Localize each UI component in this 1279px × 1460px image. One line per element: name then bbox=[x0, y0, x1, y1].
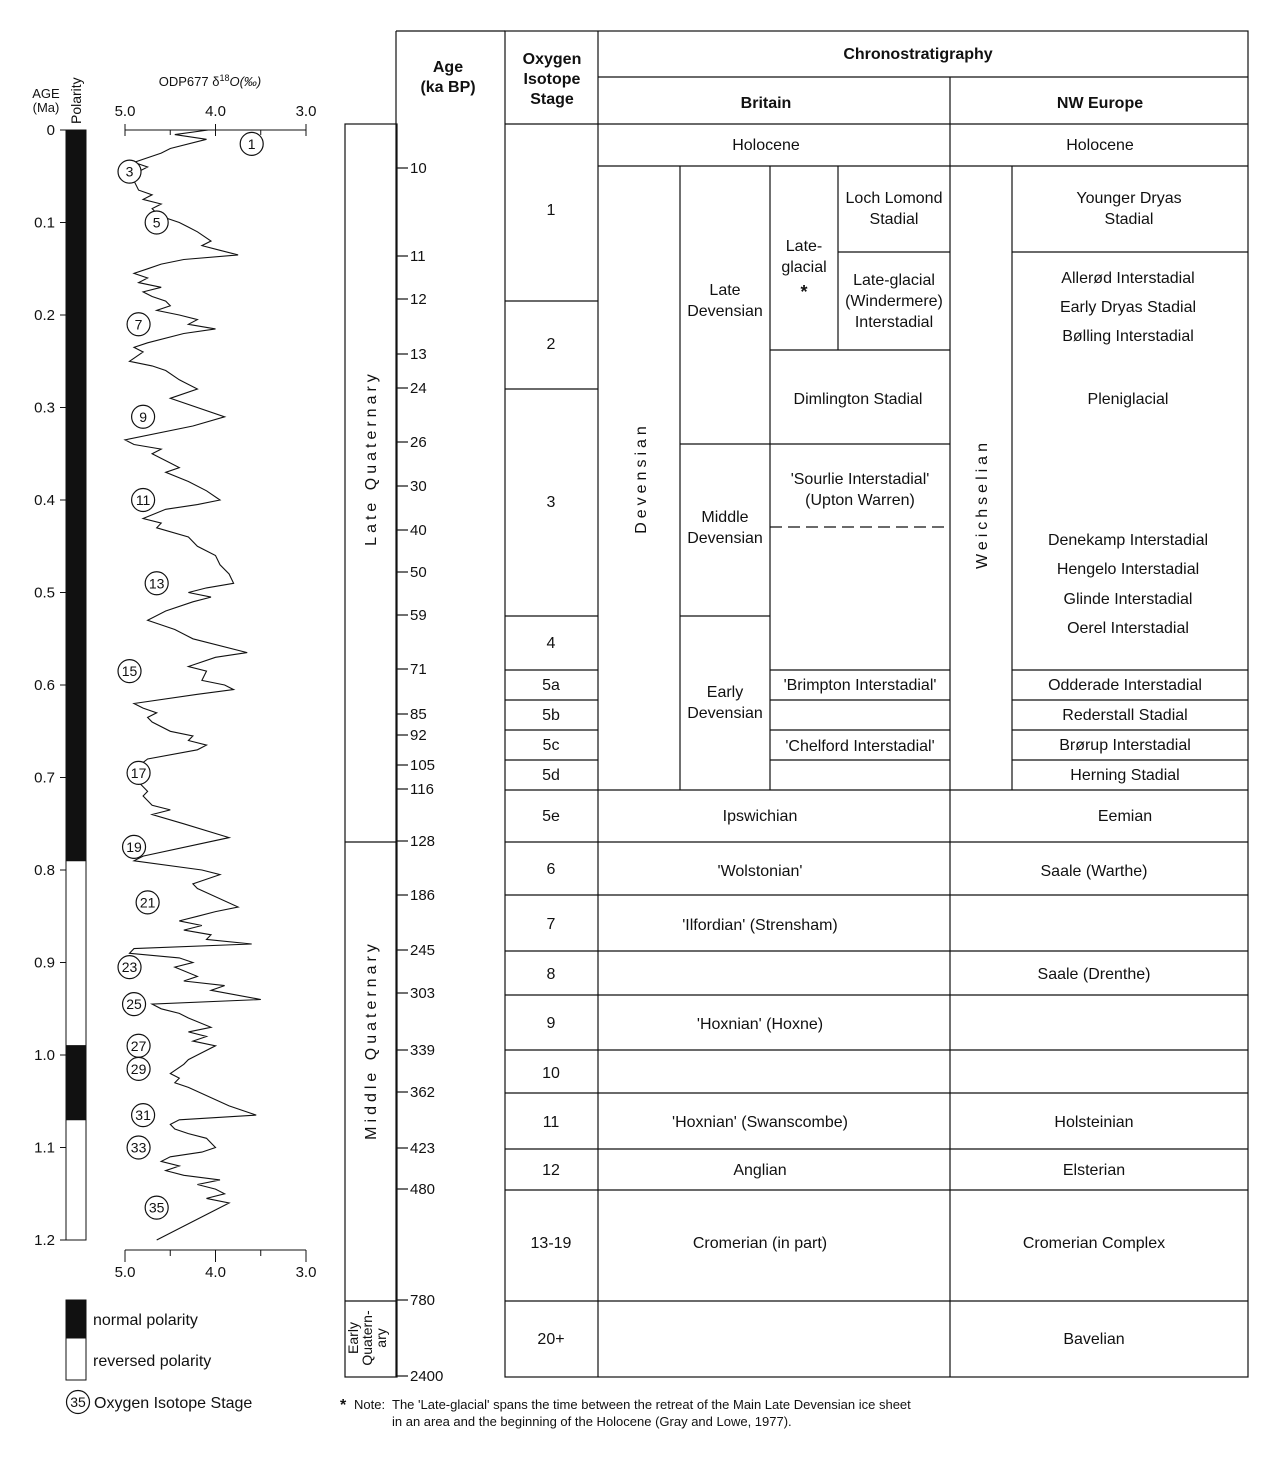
x-tick-label-bottom: 4.0 bbox=[205, 1264, 226, 1281]
header-ois-3: Stage bbox=[530, 91, 574, 108]
age-label: 186 bbox=[410, 887, 436, 904]
age-tick-label: 0.4 bbox=[34, 492, 55, 509]
nweurope-cromerian-complex: Cromerian Complex bbox=[1022, 1235, 1166, 1252]
glinde-interstadial: Glinde Interstadial bbox=[1063, 591, 1193, 608]
age-tick-label: 0.6 bbox=[34, 677, 55, 694]
nweurope-holocene: Holocene bbox=[1066, 137, 1134, 154]
stage-marker-label: 25 bbox=[126, 996, 142, 1013]
oerel-interstadial: Oerel Interstadial bbox=[1067, 620, 1189, 637]
britain-hoxnian-swanscombe: 'Hoxnian' (Swanscombe) bbox=[672, 1114, 848, 1131]
polarity-zone-normal bbox=[66, 1046, 86, 1120]
note-line-1: The 'Late-glacial' spans the time between the retreat of the Main Late Devensian ice sheet bbox=[392, 1397, 911, 1412]
stage-label: 7 bbox=[546, 916, 556, 933]
stage-marker-label: 9 bbox=[139, 408, 147, 425]
division-early-quaternary bbox=[345, 1310, 389, 1366]
stage-marker-label: 1 bbox=[247, 135, 256, 152]
age-label: 26 bbox=[410, 434, 427, 451]
stage-marker-label: 13 bbox=[148, 575, 165, 592]
windermere-1: Late-glacial bbox=[853, 272, 935, 289]
age-label: 11 bbox=[410, 248, 426, 265]
stage-label: 5c bbox=[542, 737, 560, 754]
britain-devensian: Devensian bbox=[633, 422, 650, 534]
x-tick-label-bottom: 5.0 bbox=[114, 1264, 136, 1281]
stage-marker-label: 23 bbox=[121, 959, 138, 976]
age-axis-label-2: (Ma) bbox=[32, 100, 60, 115]
age-label: 40 bbox=[410, 522, 427, 539]
odderade-interstadial: Odderade Interstadial bbox=[1048, 677, 1202, 694]
middle-devensian-1: Middle bbox=[701, 509, 749, 526]
age-labels bbox=[410, 160, 443, 1385]
x-tick-label-top: 4.0 bbox=[205, 103, 226, 120]
polarity-label: Polarity bbox=[68, 77, 84, 124]
stage-labels bbox=[531, 202, 572, 1348]
stage-label: 1 bbox=[546, 202, 556, 219]
brorup-interstadial: Brørup Interstadial bbox=[1059, 737, 1191, 754]
header-age-unit: (ka BP) bbox=[420, 79, 476, 96]
legend-normal-swatch bbox=[66, 1300, 86, 1338]
stage-label: 5d bbox=[542, 767, 560, 784]
britain-anglian: Anglian bbox=[733, 1162, 787, 1179]
late-glacial-asterisk: * bbox=[800, 282, 808, 302]
windermere-2: (Windermere) bbox=[845, 293, 943, 310]
age-label: 245 bbox=[410, 942, 436, 959]
age-label: 13 bbox=[410, 346, 427, 363]
legend-normal-label: normal polarity bbox=[93, 1312, 198, 1329]
stage-label: 5a bbox=[542, 677, 560, 694]
stage-marker-label: 33 bbox=[130, 1139, 147, 1156]
dimlington-stadial: Dimlington Stadial bbox=[793, 391, 923, 408]
division-middle-quaternary: Middle Quaternary bbox=[363, 940, 380, 1140]
stage-label: 5e bbox=[542, 808, 560, 825]
age-label: 24 bbox=[410, 380, 427, 397]
age-label: 339 bbox=[410, 1042, 436, 1059]
age-tick-label: 0.1 bbox=[34, 214, 55, 232]
middle-devensian-2: Devensian bbox=[687, 530, 763, 547]
stage-label: 11 bbox=[542, 1114, 560, 1131]
note-line-2: in an area and the beginning of the Holocene (Gray and Lowe, 1977). bbox=[392, 1414, 792, 1429]
loch-lomond-1: Loch Lomond bbox=[845, 190, 943, 207]
stage-marker-label: 19 bbox=[126, 838, 142, 855]
division-early-quaternary-line2: Quatern- bbox=[359, 1310, 375, 1366]
header-chronostratigraphy: Chronostratigraphy bbox=[843, 46, 993, 63]
loch-lomond-2: Stadial bbox=[869, 211, 919, 228]
table-outline bbox=[505, 31, 1248, 1377]
stage-marker-label: 7 bbox=[134, 316, 143, 333]
stage-markers bbox=[118, 132, 263, 1219]
age-label: 50 bbox=[410, 564, 427, 581]
brimpton-interstadial: 'Brimpton Interstadial' bbox=[783, 677, 937, 694]
age-tick-label: 1.1 bbox=[34, 1139, 55, 1157]
age-tick-marks bbox=[396, 168, 408, 1376]
stage-marker-label: 15 bbox=[121, 663, 138, 680]
age-label: 10 bbox=[410, 160, 427, 177]
stage-label: 6 bbox=[546, 861, 556, 878]
britain-ipswichian: Ipswichian bbox=[722, 808, 798, 825]
stage-label: 10 bbox=[542, 1065, 560, 1082]
legend-reversed-label: reversed polarity bbox=[93, 1353, 212, 1370]
age-label: 303 bbox=[410, 985, 436, 1002]
age-label: 92 bbox=[410, 727, 427, 744]
x-tick-label-top: 5.0 bbox=[114, 103, 136, 120]
age-label: 59 bbox=[410, 607, 427, 624]
stage-marker-label: 31 bbox=[135, 1107, 151, 1124]
bolling-interstadial: Bølling Interstadial bbox=[1062, 328, 1194, 345]
age-label: 30 bbox=[410, 478, 427, 495]
britain-wolstonian: 'Wolstonian' bbox=[717, 863, 803, 880]
polarity-zone-normal bbox=[66, 130, 86, 861]
note-label: Note: bbox=[354, 1397, 386, 1412]
early-dryas-stadial: Early Dryas Stadial bbox=[1059, 299, 1197, 316]
division-late-quaternary: Late Quaternary bbox=[363, 370, 380, 546]
nweurope-bavelian: Bavelian bbox=[1063, 1331, 1125, 1348]
x-tick-label-bottom: 3.0 bbox=[295, 1264, 317, 1281]
age-tick-label: 0.5 bbox=[34, 584, 55, 602]
late-glacial-2: glacial bbox=[781, 259, 827, 276]
denekamp-interstadial: Denekamp Interstadial bbox=[1047, 532, 1209, 549]
britain-holocene: Holocene bbox=[732, 137, 800, 154]
age-tick-label: 0 bbox=[46, 122, 55, 139]
age-ticks bbox=[34, 122, 66, 1249]
chrono-table-text bbox=[345, 46, 1208, 1385]
stage-label: 9 bbox=[546, 1015, 556, 1032]
age-label: 780 bbox=[410, 1292, 436, 1309]
age-label: 128 bbox=[410, 833, 436, 850]
stage-label: 5b bbox=[542, 707, 560, 724]
age-axis-label-1: AGE bbox=[32, 86, 60, 101]
footnote bbox=[340, 1397, 911, 1429]
division-early-quaternary-line3: ary bbox=[373, 1328, 389, 1348]
age-tick-label: 0.8 bbox=[34, 862, 55, 879]
left-panel bbox=[32, 73, 316, 1414]
age-tick-label: 0.2 bbox=[34, 307, 55, 324]
age-tick-label: 0.3 bbox=[34, 399, 55, 417]
early-devensian-2: Devensian bbox=[687, 705, 763, 722]
legend-stage-label: Oxygen Isotope Stage bbox=[94, 1395, 253, 1412]
late-devensian-1: Late bbox=[709, 282, 741, 299]
age-label: 12 bbox=[410, 291, 427, 308]
isotope-title: ODP677 $\delta^{18}O(‰)$ bbox=[158, 73, 262, 89]
stage-marker-label: 17 bbox=[130, 764, 147, 781]
stage-label: 4 bbox=[546, 635, 556, 652]
age-tick-label: 1.2 bbox=[34, 1232, 55, 1249]
note-star: * bbox=[340, 1397, 347, 1414]
britain-hoxnian-hoxne: 'Hoxnian' (Hoxne) bbox=[696, 1016, 824, 1033]
polarity-zones bbox=[66, 130, 86, 1240]
age-label: 362 bbox=[410, 1084, 436, 1101]
age-label: 2400 bbox=[410, 1368, 444, 1385]
stage-label: 3 bbox=[546, 494, 556, 511]
age-label: 85 bbox=[410, 706, 427, 723]
stage-marker-label: 27 bbox=[130, 1037, 147, 1054]
nweurope-saale-drenthe: Saale (Drenthe) bbox=[1037, 966, 1151, 983]
stage-label: 13-19 bbox=[530, 1235, 572, 1252]
x-tick-label-top: 3.0 bbox=[295, 103, 317, 120]
hengelo-interstadial: Hengelo Interstadial bbox=[1056, 561, 1200, 578]
age-tick-label: 0.7 bbox=[34, 769, 55, 787]
stage-label: 20+ bbox=[537, 1331, 565, 1348]
stage-marker-label: 29 bbox=[130, 1060, 147, 1077]
age-label: 105 bbox=[410, 757, 436, 774]
sourlie-1: 'Sourlie Interstadial' bbox=[790, 471, 930, 488]
polarity-zone-reversed bbox=[66, 1120, 86, 1240]
pleniglacial: Pleniglacial bbox=[1087, 391, 1169, 408]
age-tick-label: 0.9 bbox=[34, 954, 55, 972]
age-label: 116 bbox=[410, 781, 434, 798]
windermere-3: Interstadial bbox=[854, 314, 934, 331]
legend-stage-symbol: 35 bbox=[70, 1394, 86, 1410]
header-britain: Britain bbox=[740, 95, 792, 112]
age-tick-label: 1.0 bbox=[34, 1047, 55, 1064]
nweurope-holsteinian: Holsteinian bbox=[1054, 1114, 1134, 1131]
header-ois-2: Isotope bbox=[523, 71, 581, 88]
late-glacial-1: Late- bbox=[785, 238, 823, 255]
nweurope-elsterian: Elsterian bbox=[1062, 1162, 1126, 1179]
early-devensian-1: Early bbox=[706, 684, 744, 701]
rederstall-stadial: Rederstall Stadial bbox=[1062, 707, 1188, 724]
chelford-interstadial: 'Chelford Interstadial' bbox=[785, 738, 935, 755]
age-label: 71 bbox=[410, 661, 427, 678]
sourlie-2: (Upton Warren) bbox=[805, 492, 915, 509]
header-nweurope: NW Europe bbox=[1056, 95, 1144, 112]
division-column bbox=[345, 124, 397, 1377]
polarity-zone-reversed bbox=[66, 861, 86, 1046]
nweurope-eemian: Eemian bbox=[1097, 808, 1153, 825]
stage-marker-label: 11 bbox=[135, 492, 151, 508]
header-ois-1: Oxygen bbox=[522, 51, 582, 68]
stage-marker-label: 3 bbox=[125, 163, 134, 180]
younger-dryas-1: Younger Dryas bbox=[1076, 190, 1182, 207]
nweurope-saale-warthe: Saale (Warthe) bbox=[1040, 863, 1148, 880]
britain-cromerian: Cromerian (in part) bbox=[692, 1235, 828, 1252]
nweurope-weichselian: Weichselian bbox=[974, 439, 991, 569]
age-label: 480 bbox=[410, 1181, 436, 1198]
stage-label: 12 bbox=[542, 1162, 560, 1179]
late-devensian-2: Devensian bbox=[687, 303, 763, 320]
stage-marker-label: 21 bbox=[139, 894, 156, 911]
younger-dryas-2: Stadial bbox=[1104, 211, 1154, 228]
stage-label: 8 bbox=[546, 966, 556, 983]
age-label: 423 bbox=[410, 1140, 436, 1157]
britain-ilfordian: 'Ilfordian' (Strensham) bbox=[682, 917, 838, 934]
stage-marker-label: 35 bbox=[148, 1199, 165, 1216]
stage-label: 2 bbox=[546, 336, 556, 353]
legend-reversed-swatch bbox=[66, 1338, 86, 1380]
allerod-interstadial: Allerød Interstadial bbox=[1061, 270, 1195, 287]
division-early-quaternary-line1: Early bbox=[345, 1322, 361, 1354]
header-age: Age bbox=[432, 59, 464, 76]
stage-marker-label: 5 bbox=[152, 214, 161, 231]
herning-stadial: Herning Stadial bbox=[1070, 767, 1180, 784]
